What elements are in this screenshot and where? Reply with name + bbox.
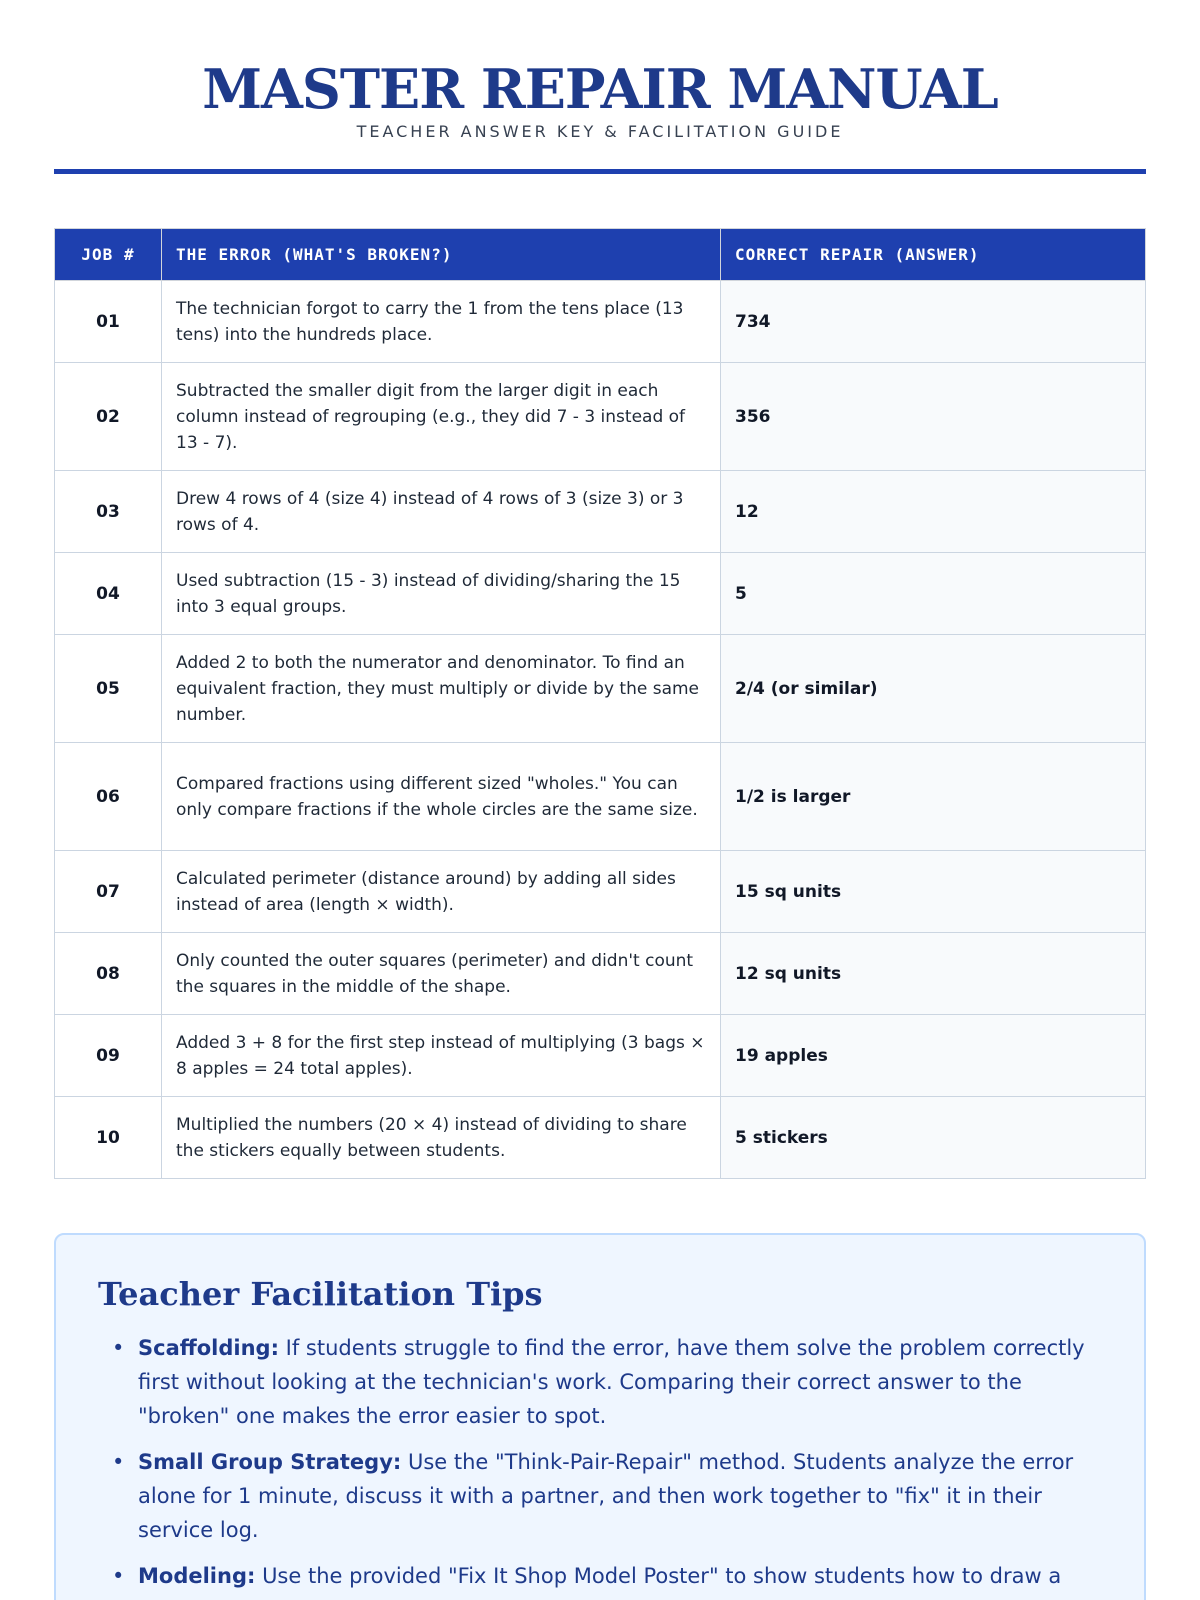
error-description: Calculated perimeter (distance around) by adding all sides instead of area (length × width).	[162, 851, 721, 933]
job-number: 03	[55, 471, 162, 553]
job-number: 10	[55, 1097, 162, 1179]
error-description: The technician forgot to carry the 1 from the tens place (13 tens) into the hundreds place.	[162, 281, 721, 363]
error-description: Added 2 to both the numerator and denominator. To find an equivalent fraction, they must multiply or divide by the same number.	[162, 635, 721, 743]
job-number: 02	[55, 363, 162, 471]
page-title: MASTER REPAIR MANUAL	[202, 57, 998, 121]
tips-list	[98, 1331, 1104, 1593]
tip-text: Use the provided "Fix It Shop Model Poster" to show students how to draw a	[255, 1564, 1062, 1588]
tip-lead: Small Group Strategy:	[138, 1450, 402, 1474]
answer-key-table	[54, 228, 1146, 1179]
bullet-icon: •	[112, 1564, 125, 1588]
correct-repair: 12 sq units	[721, 933, 1146, 1015]
page-subtitle: TEACHER ANSWER KEY & FACILITATION GUIDE	[356, 122, 844, 141]
job-number: 08	[55, 933, 162, 1015]
tip-text: If students struggle to find the error, have them solve the problem correctly first without looking at the technician's work. Comparing their correct answer to the "broken" one makes the error easier to spot.	[138, 1336, 1085, 1428]
page-header	[54, 0, 1146, 141]
error-description: Added 3 + 8 for the first step instead of multiplying (3 bags × 8 apples = 24 total apples).	[162, 1015, 721, 1097]
tip-lead: Modeling:	[138, 1564, 256, 1588]
table-row	[55, 743, 1146, 851]
table-row	[55, 635, 1146, 743]
list-item	[98, 1445, 1104, 1547]
bullet-icon: •	[112, 1336, 125, 1360]
column-header-repair: CORRECT REPAIR (ANSWER)	[721, 229, 1146, 281]
table-header-row	[55, 229, 1146, 281]
table-row	[55, 1015, 1146, 1097]
tip-text: Use the "Think-Pair-Repair" method. Students analyze the error alone for 1 minute, discuss it with a partner, and then work together to "fix" it in their service log.	[138, 1450, 1074, 1542]
header-divider	[54, 169, 1146, 174]
job-number: 05	[55, 635, 162, 743]
job-number: 06	[55, 743, 162, 851]
job-number: 09	[55, 1015, 162, 1097]
correct-repair: 734	[721, 281, 1146, 363]
error-description: Only counted the outer squares (perimeter) and didn't count the squares in the middle of the shape.	[162, 933, 721, 1015]
error-description: Used subtraction (15 - 3) instead of dividing/sharing the 15 into 3 equal groups.	[162, 553, 721, 635]
column-header-job: JOB #	[55, 229, 162, 281]
correct-repair: 5	[721, 553, 1146, 635]
table-row	[55, 933, 1146, 1015]
tips-title: Teacher Facilitation Tips	[98, 1275, 543, 1313]
bullet-icon: •	[112, 1450, 125, 1474]
table-row	[55, 1097, 1146, 1179]
correct-repair: 15 sq units	[721, 851, 1146, 933]
correct-repair: 12	[721, 471, 1146, 553]
correct-repair: 19 apples	[721, 1015, 1146, 1097]
tip-lead: Scaffolding:	[138, 1336, 279, 1360]
correct-repair: 5 stickers	[721, 1097, 1146, 1179]
job-number: 07	[55, 851, 162, 933]
table-row	[55, 471, 1146, 553]
error-description: Multiplied the numbers (20 × 4) instead of dividing to share the stickers equally between students.	[162, 1097, 721, 1179]
correct-repair: 2/4 (or similar)	[721, 635, 1146, 743]
table-row	[55, 851, 1146, 933]
error-description: Compared fractions using different sized "wholes." You can only compare fractions if the whole circles are the same size.	[162, 743, 721, 851]
list-item	[98, 1331, 1104, 1433]
error-description: Subtracted the smaller digit from the larger digit in each column instead of regrouping (e.g., they did 7 - 3 instead of 13 - 7).	[162, 363, 721, 471]
error-description: Drew 4 rows of 4 (size 4) instead of 4 rows of 3 (size 3) or 3 rows of 4.	[162, 471, 721, 553]
list-item	[98, 1559, 1104, 1593]
column-header-error: THE ERROR (WHAT'S BROKEN?)	[162, 229, 721, 281]
facilitation-tips-box	[54, 1233, 1146, 1600]
table-row	[55, 363, 1146, 471]
table-row	[55, 281, 1146, 363]
job-number: 04	[55, 553, 162, 635]
correct-repair: 356	[721, 363, 1146, 471]
table-row	[55, 553, 1146, 635]
job-number: 01	[55, 281, 162, 363]
correct-repair: 1/2 is larger	[721, 743, 1146, 851]
